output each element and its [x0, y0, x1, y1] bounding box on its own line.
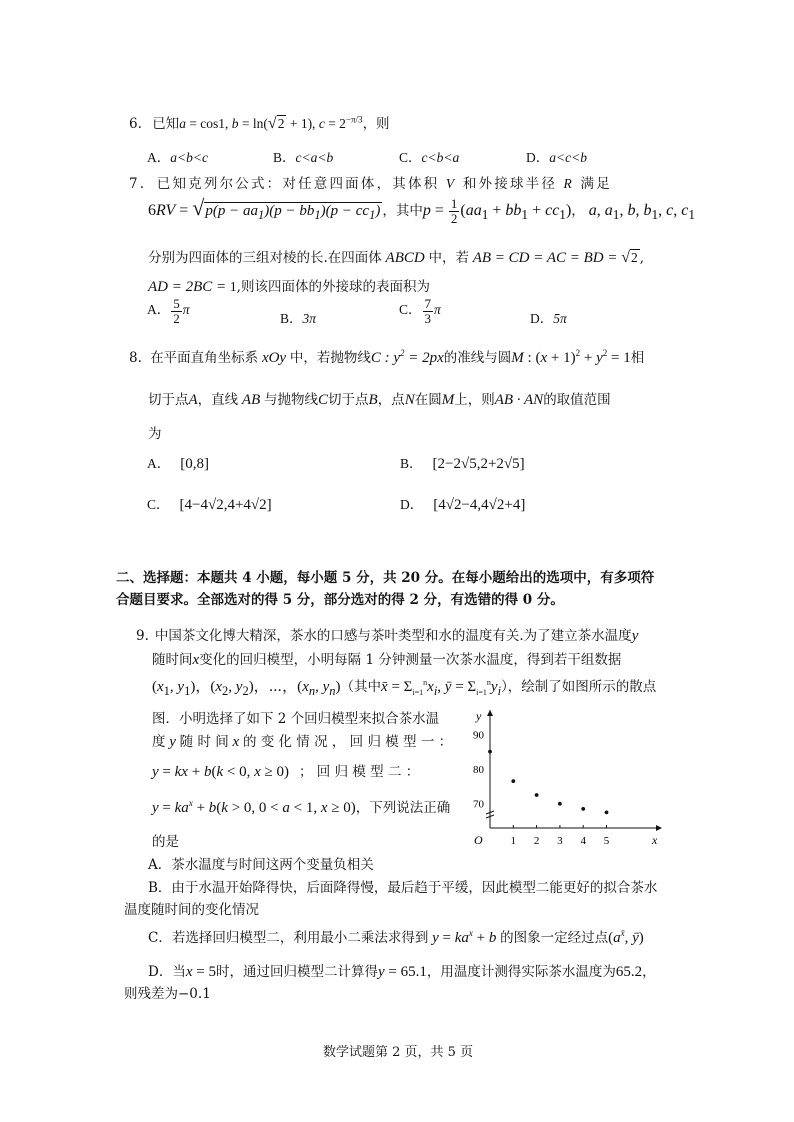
- q9-line2: 随时间x变化的回归模型，小明每隔 1 分钟测量一次茶水温度，得到若干组数据: [152, 652, 622, 668]
- data-point: [511, 779, 515, 783]
- q6-stem-suffix: ，则: [362, 116, 390, 132]
- q9-option-d-line2: 则残差为−0.1: [124, 986, 211, 1002]
- section2-heading-line1: 二、选择题：本题共 4 小题，每小题 5 分，共 20 分。在每小题给出的选项中，有多项符: [116, 570, 655, 586]
- y-tick-label: 80: [473, 764, 484, 776]
- q8-option-c: C． [4−4√2,4+4√2]: [147, 497, 272, 513]
- q8-line1: 8. 在平面直角坐标系 xOy 中，若抛物线C : $y^2 = 2px$的准线与圆M : $(x + 1)^2 + y^2 = 1$相: [129, 348, 645, 366]
- q9-option-c: C．若选择回归模型二，利用最小二乘法求得到 $y = ka^x + b$ 的图象一定经过点($a^{x̄}$, ȳ): [148, 928, 644, 946]
- q9-line5: 度 y 随 时 间 x 的 变 化 情 况 ， 回 归 模 型 一 ：: [152, 734, 453, 750]
- q6-option-d: D．a<c<b: [526, 150, 587, 165]
- q6-stem-prefix: 已知: [152, 116, 180, 132]
- page-footer: 数学试题第 2 页，共 5 页: [323, 1045, 474, 1060]
- data-point: [535, 793, 539, 797]
- q7-line3: 分别为四面体的三组对棱的长.在四面体 ABCD 中，若 AB = CD = AC = BD = √2 ,: [148, 249, 645, 266]
- q9-line4: 图．小明选择了如下 2 个回归模型来拟合茶水温: [152, 711, 440, 727]
- q9-option-a: A．茶水温度与时间这两个变量负相关: [148, 857, 374, 873]
- q7-formula-line: $6RV = √p(p - aa_1)(p - bb_1)(p - cc_1)$ ，其中p = $\frac{1}{2}$ $(aa_1 + bb_1 + cc_1)$， a, $a_1$, b, $b_1$, c, $c_1$: [148, 195, 696, 226]
- q7-option-c: C． $\frac{7}{3}$ π: [399, 296, 441, 326]
- data-point: [605, 810, 609, 814]
- x-tick-label: 5: [603, 835, 610, 847]
- q7-line4: AD = 2BC = 1,则该四面体的外接球的表面积为: [148, 279, 430, 295]
- q9-option-b-line1: B．由于水温开始降得快，后面降得慢，最后趋于平缓，因此模型二能更好的拟合茶水: [148, 880, 658, 896]
- q6-option-b: B．c<a<b: [273, 150, 334, 165]
- q9-line8: 的是: [152, 834, 179, 850]
- q8-line2: 切于点A，直线 AB 与抛物线C切于点B，点N在圆M上，则AB · AN的取值范围: [148, 392, 611, 408]
- q9-line6: y = kx + b(k < 0, x ≥ 0) ； 回 归 模 型 二 ：: [152, 764, 420, 780]
- q9-line3: ($x_1$, $y_1$)，($x_2$, $y_2$)，⋯，($x_n$, $y_n$)（其中x̄ = $\Sigma_{i=1}^nx_i$, ȳ = $\Sigma_{i=1}^ny_i$），绘制了如图所示的散点: [152, 678, 657, 698]
- q8-line3: 为: [148, 426, 162, 442]
- q6-option-a: A．a<b<c: [147, 150, 208, 165]
- q8-option-d: D． [4√2−4,4√2+4]: [400, 497, 526, 513]
- q9-option-d-line1: D．当x = 5时，通过回归模型二计算得y = 65.1，用温度计测得实际茶水温度为65.2，: [148, 964, 656, 980]
- x-tick-label: 3: [557, 835, 563, 847]
- q9-line1: 9. 中国茶文化博大精深，茶水的口感与茶叶类型和水的温度有关.为了建立茶水温度y: [136, 628, 639, 644]
- scatter-chart: [468, 706, 668, 852]
- q8-option-a: A． [0,8]: [147, 456, 209, 472]
- q7-option-d: D．5π: [530, 311, 567, 326]
- y-tick-label: 90: [473, 729, 484, 742]
- y-tick-label: 70: [473, 798, 484, 811]
- q9-line7: $y = ka^x + b(k > 0$, 0 < a < 1, x ≥ 0)，下列说法正确: [152, 798, 451, 816]
- data-point: [488, 750, 492, 754]
- q7-option-a: A． $\frac{5}{2}$ π: [147, 296, 190, 326]
- x-tick-label: 4: [580, 835, 586, 847]
- x-axis-label: x: [652, 833, 658, 847]
- x-tick-label: 1: [510, 835, 517, 847]
- y-axis-label: y: [476, 709, 482, 723]
- x-axis-arrow: [656, 825, 662, 831]
- q8-option-b: B． [2−2√5,2+2√5]: [400, 456, 525, 472]
- y-axis-arrow: [487, 710, 493, 716]
- origin-label: O: [474, 833, 483, 847]
- q6-stem: [129, 112, 390, 133]
- q7-option-b: B．3π: [280, 311, 317, 326]
- section2-heading-line2: 合题目要求。全部选对的得 5 分，部分选对的得 2 分，有选错的得 0 分。: [116, 592, 564, 608]
- data-point: [581, 807, 585, 811]
- data-point: [558, 802, 562, 806]
- x-tick-label: 2: [533, 835, 540, 847]
- q6-formula: a = cos1, b = ln(√2 + 1), $c = 2^{-\pi/3}$: [179, 114, 363, 132]
- q9-option-b-line2: 温度随时间的变化情况: [124, 902, 259, 918]
- q6-option-c: C．c<b<a: [399, 150, 460, 165]
- q6-number: 6.: [129, 116, 142, 132]
- q7-line1: 7. 已知克列尔公式：对任意四面体，其体积 V 和外接球半径 R 满足: [129, 176, 612, 192]
